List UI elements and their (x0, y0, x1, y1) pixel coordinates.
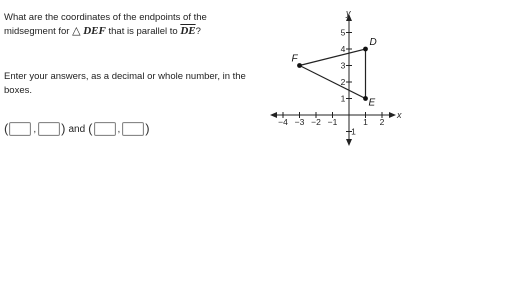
y-axis-label: y (346, 8, 351, 18)
segment-name: $\overline{DE}$ (180, 24, 196, 37)
and-label: and (68, 123, 86, 135)
x-tick-label: 1 (363, 117, 368, 127)
vertex-e-label: E (368, 97, 376, 109)
x-tick-label: −4 (278, 117, 288, 127)
vertex-f-point (297, 63, 302, 68)
x-axis-arrow-left (270, 112, 277, 118)
question-line-2 (4, 25, 254, 39)
answer-box-3[interactable] (94, 122, 116, 136)
x-tick-label: −1 (327, 117, 338, 127)
triangle-def (292, 37, 377, 109)
vertex-d-label: D (369, 37, 377, 48)
open-paren-2: ( (88, 121, 93, 136)
comma-1: , (33, 123, 37, 135)
vertex-d-point (363, 47, 368, 52)
close-paren-2: ) (145, 121, 150, 136)
answer-row (4, 120, 150, 138)
vertex-e-point (363, 96, 368, 101)
question-suffix: ? (195, 25, 201, 37)
x-tick-label: −3 (294, 117, 305, 127)
x-tick-label: −2 (311, 117, 321, 127)
y-tick-label: 4 (340, 44, 346, 54)
question-prefix: midsegment for (4, 25, 70, 37)
instructions-text: Enter your answers, as a decimal or whole number, in the boxes. (4, 71, 246, 96)
question-middle: that is parallel to (108, 25, 178, 37)
x-axis-arrow-right (389, 112, 396, 118)
question-text (4, 11, 254, 38)
answer-box-1[interactable] (9, 122, 31, 136)
answer-box-4[interactable] (122, 122, 144, 136)
y-axis-arrow-down (346, 139, 352, 146)
triangle-name: DEF (83, 24, 106, 37)
triangle-edges (300, 49, 366, 99)
y-tick-label: 2 (340, 77, 346, 87)
question-line-1: What are the coordinates of the endpoints of the (4, 12, 207, 23)
y-tick-label: 1 (340, 93, 346, 104)
open-paren-1: ( (4, 121, 9, 136)
y-tick-label: 3 (340, 60, 346, 71)
y-tick-label: −1 (346, 126, 356, 137)
x-axis-label: x (397, 110, 402, 120)
comma-2: , (117, 123, 121, 135)
close-paren-1: ) (61, 121, 66, 136)
x-tick-label: 2 (379, 117, 385, 127)
coordinate-graph (268, 8, 408, 148)
y-tick-label: 5 (340, 27, 346, 38)
triangle-symbol: △ (72, 24, 81, 37)
answer-box-2[interactable] (38, 122, 60, 136)
vertex-f-label: F (291, 53, 298, 65)
